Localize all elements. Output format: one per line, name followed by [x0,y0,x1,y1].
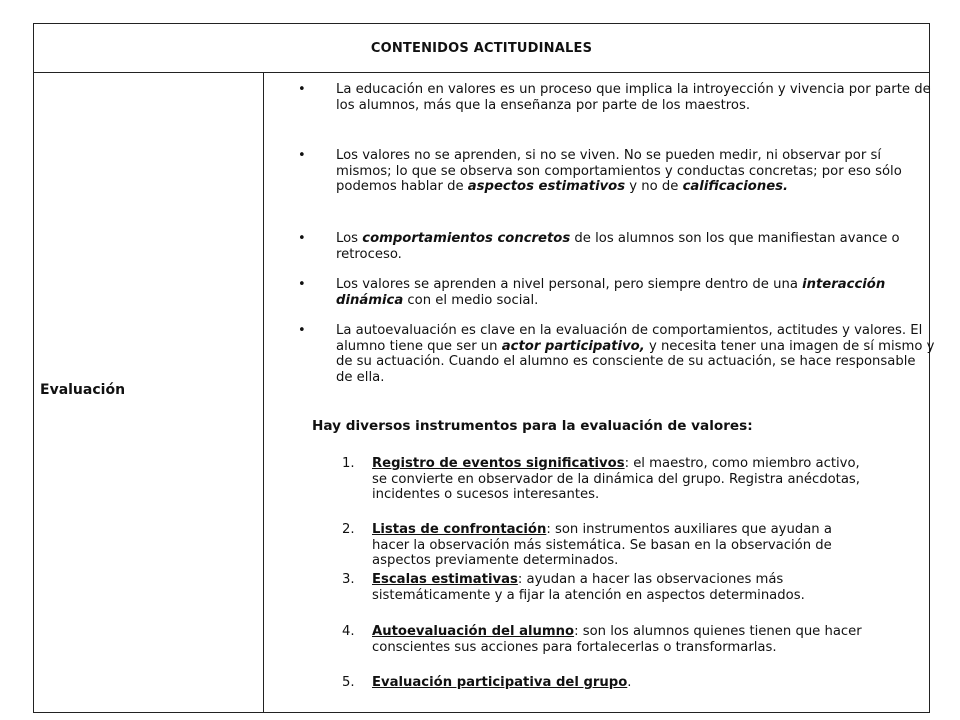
instrument-number: 2. [342,522,355,537]
emphasized-phrase: actor participativo, [501,338,645,354]
instrument-desc: : son instrumentos auxiliares que ayudan a hacer la observación más sistemática. Se basan en la observación de aspectos previamente determinados. [372,522,832,569]
emphasized-phrase: interacción dinámica [336,277,886,308]
row-label-cell [34,72,264,712]
instrument-number: 1. [342,456,355,471]
bullet-text-run: y no de [625,179,683,195]
bullet-text-run: Los [336,231,363,246]
bullet-text-run: La educación en valores es un proceso que implica la introyección y vivencia por parte de los alumnos, más que la enseñanza por parte de los maestros. [336,82,931,113]
instrument-term: Escalas estimativas [372,572,518,587]
instrument-number: 3. [342,572,355,587]
bullet-text-run: Los valores no se aprenden, si no se viven. No se pueden medir, ni observar por sí mismos; lo que se observa son comportamientos y conductas concretas; por eso sólo podemos hablar de [336,148,902,195]
bullet-text [336,148,936,195]
bullet-text-run: y necesita tener una imagen de sí mismo y de su actuación. Cuando el alumno es consciente de su actuación, se hace responsable de ella. [336,338,935,385]
bullet-text-run: La autoevaluación es clave en la evaluación de comportamientos, actitudes y valores. El alumno tiene que ser un [336,323,923,354]
bullet-dot-icon: • [298,323,306,338]
bullet-dot-icon: • [298,82,306,97]
bullet-text [336,323,936,385]
instrument-number: 4. [342,624,355,639]
bullet-text [336,231,936,262]
instruments-intro: Hay diversos instrumentos para la evaluación de valores: [312,418,753,434]
content-cell [266,72,935,712]
instrument-number: 5. [342,675,355,690]
instrument-term: Evaluación participativa del grupo [372,675,628,690]
bullet-dot-icon: • [298,148,306,163]
instrument-desc: : ayudan a hacer las observaciones más sistemáticamente y a fijar la atención en aspectos determinados. [372,572,805,603]
content-table [33,23,935,713]
emphasized-phrase: aspectos estimativos [467,179,626,195]
table-title: CONTENIDOS ACTITUDINALES [370,40,593,56]
instrument-term: Listas de confrontación [372,522,547,537]
table-header [34,24,929,73]
bullet-text-run: con el medio social. [403,292,539,308]
bullet-text-run: Los valores se aprenden a nivel personal, pero siempre dentro de una [336,277,803,292]
instrument-desc: : son los alumnos quienes tienen que hacer conscientes sus acciones para fortalecerlas o transformarlas. [372,624,862,655]
bullet-dot-icon: • [298,277,306,292]
bullet-text [336,277,936,308]
bullet-text [336,82,936,113]
instrument-term: Autoevaluación del alumno [372,624,575,639]
row-label: Evaluación [40,382,126,398]
emphasized-phrase: calificaciones. [682,179,789,195]
bullet-text-run: de los alumnos son los que manifiestan avance o retroceso. [336,231,900,262]
instrument-desc: : el maestro, como miembro activo, se convierte en observador de la dinámica del grupo. Registra anécdotas, incidentes o sucesos interesantes. [372,456,860,503]
instrument-desc: . [627,675,632,690]
emphasized-phrase: comportamientos concretos [362,231,571,246]
bullet-dot-icon: • [298,231,306,246]
instrument-term: Registro de eventos significativos [372,456,625,471]
